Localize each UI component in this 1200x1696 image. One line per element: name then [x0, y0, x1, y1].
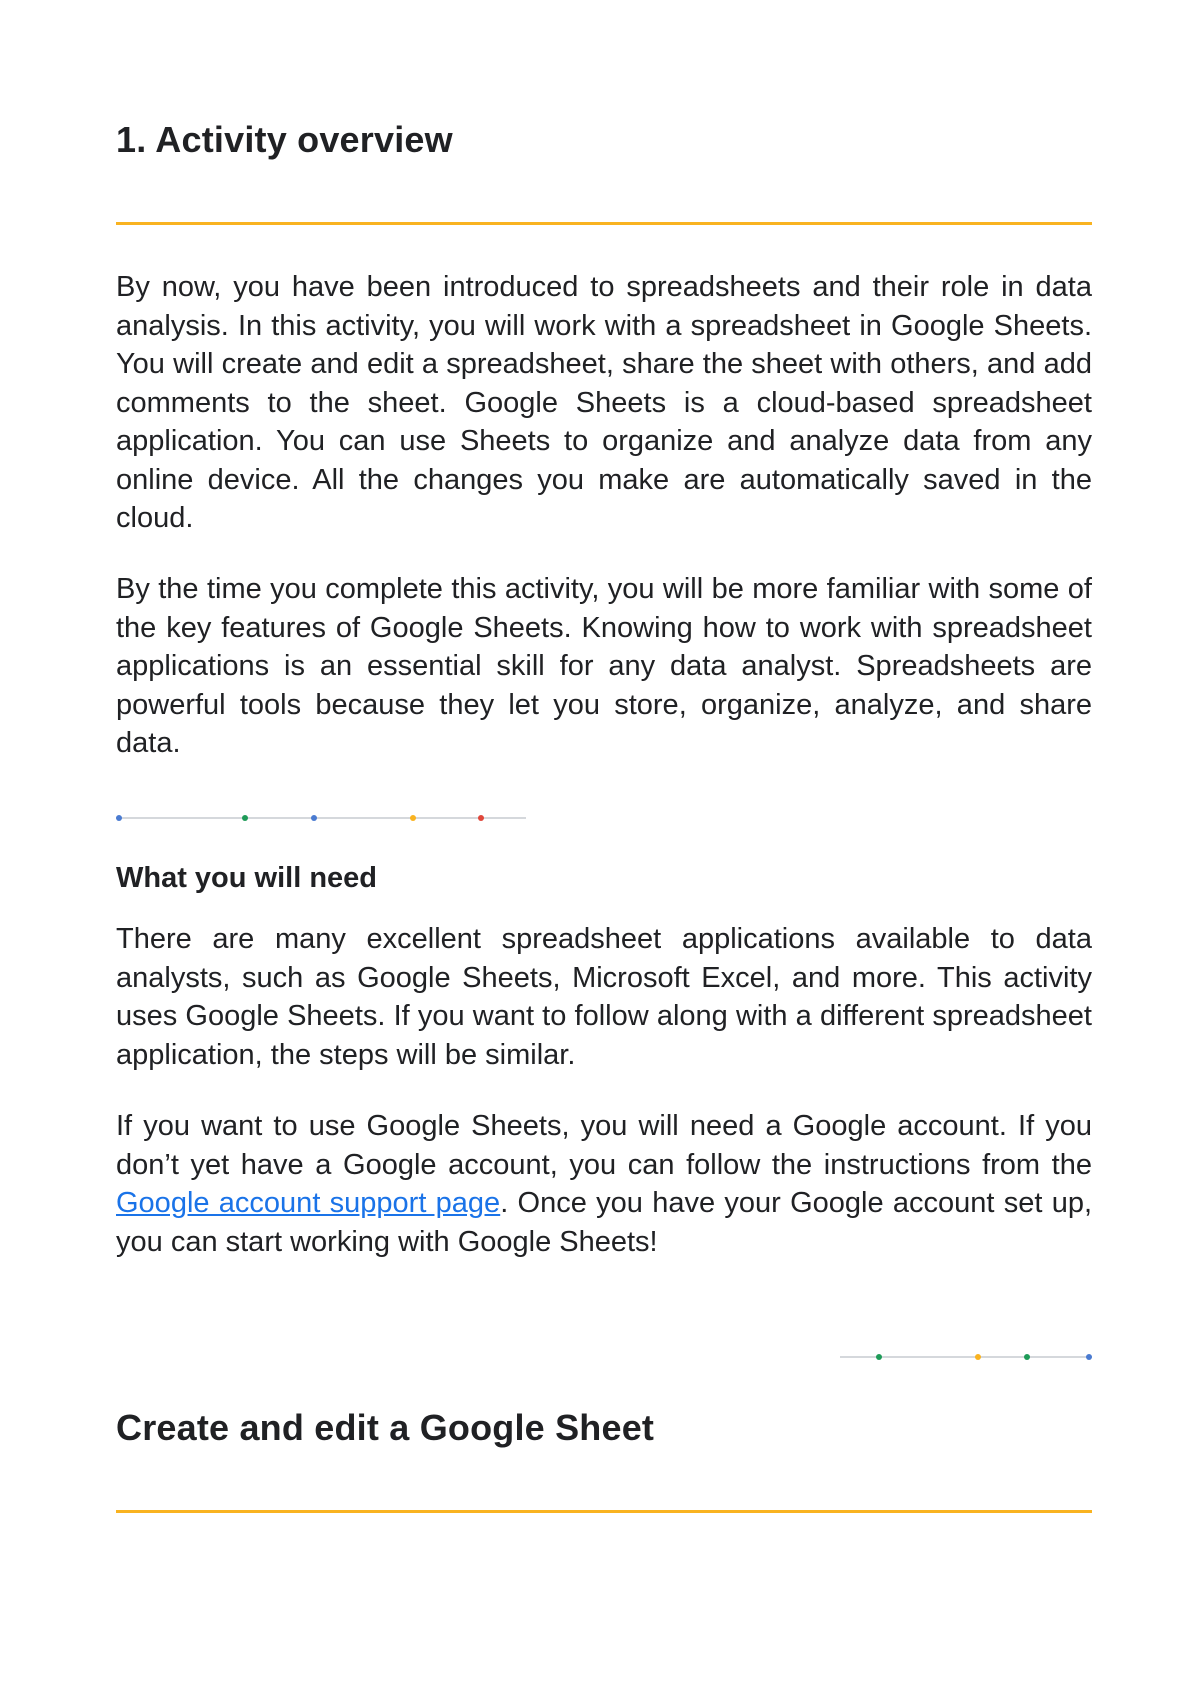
- divider-line: [116, 817, 526, 819]
- google-account-support-link[interactable]: Google account support page: [116, 1187, 501, 1219]
- section-heading-create-and-edit: Create and edit a Google Sheet: [116, 1407, 655, 1448]
- dotted-divider: [116, 812, 526, 824]
- green-dot-icon: [876, 1354, 882, 1360]
- what-you-need-paragraph-1: There are many excellent spreadsheet applications available to data analysts, such as Google Sheets, Microsoft Excel, and more. This activity uses Google Sheets. If you want to follow along with a different spreadsheet application, the steps will be similar.: [116, 923, 1092, 1071]
- red-dot-icon: [478, 815, 484, 821]
- subheading-what-you-will-need: What you will need: [116, 862, 378, 894]
- overview-paragraph-2: By the time you complete this activity, you will be more familiar with some of the key features of Google Sheets. Knowing how to work with spreadsheet applications is an essential skill for any data analyst. Spreadsheets are powerful tools because they let you store, organize, analyze, and share data.: [116, 573, 1092, 759]
- blue-dot-icon: [311, 815, 317, 821]
- yellow-dot-icon: [975, 1354, 981, 1360]
- what-you-need-paragraph-2: [116, 1107, 1092, 1261]
- paragraph-text: . Once you have your Google account set up, you can start working with Google Sheets!: [116, 1187, 1093, 1258]
- heading-underline-rule: [116, 222, 1092, 225]
- green-dot-icon: [242, 815, 248, 821]
- green-dot-icon: [1024, 1354, 1030, 1360]
- yellow-dot-icon: [410, 815, 416, 821]
- overview-paragraph-1: By now, you have been introduced to spreadsheets and their role in data analysis. In this activity, you will work with a spreadsheet in Google Sheets. You will create and edit a spreadsheet, share the sheet with others, and add comments to the sheet. Google Sheets is a cloud-based spreadsheet application. You can use Sheets to organize and analyze data from any online device. All the changes you make are automatically saved in the cloud.: [116, 271, 1092, 534]
- heading-underline-rule: [116, 1510, 1092, 1513]
- blue-dot-icon: [116, 815, 122, 821]
- section-heading-activity-overview: 1. Activity overview: [116, 119, 453, 160]
- blue-dot-icon: [1086, 1354, 1092, 1360]
- dotted-divider: [840, 1351, 1092, 1363]
- paragraph-text: If you want to use Google Sheets, you will need a Google account. If you don’t yet have a Google account, you can follow the instructions from the: [116, 1110, 1092, 1181]
